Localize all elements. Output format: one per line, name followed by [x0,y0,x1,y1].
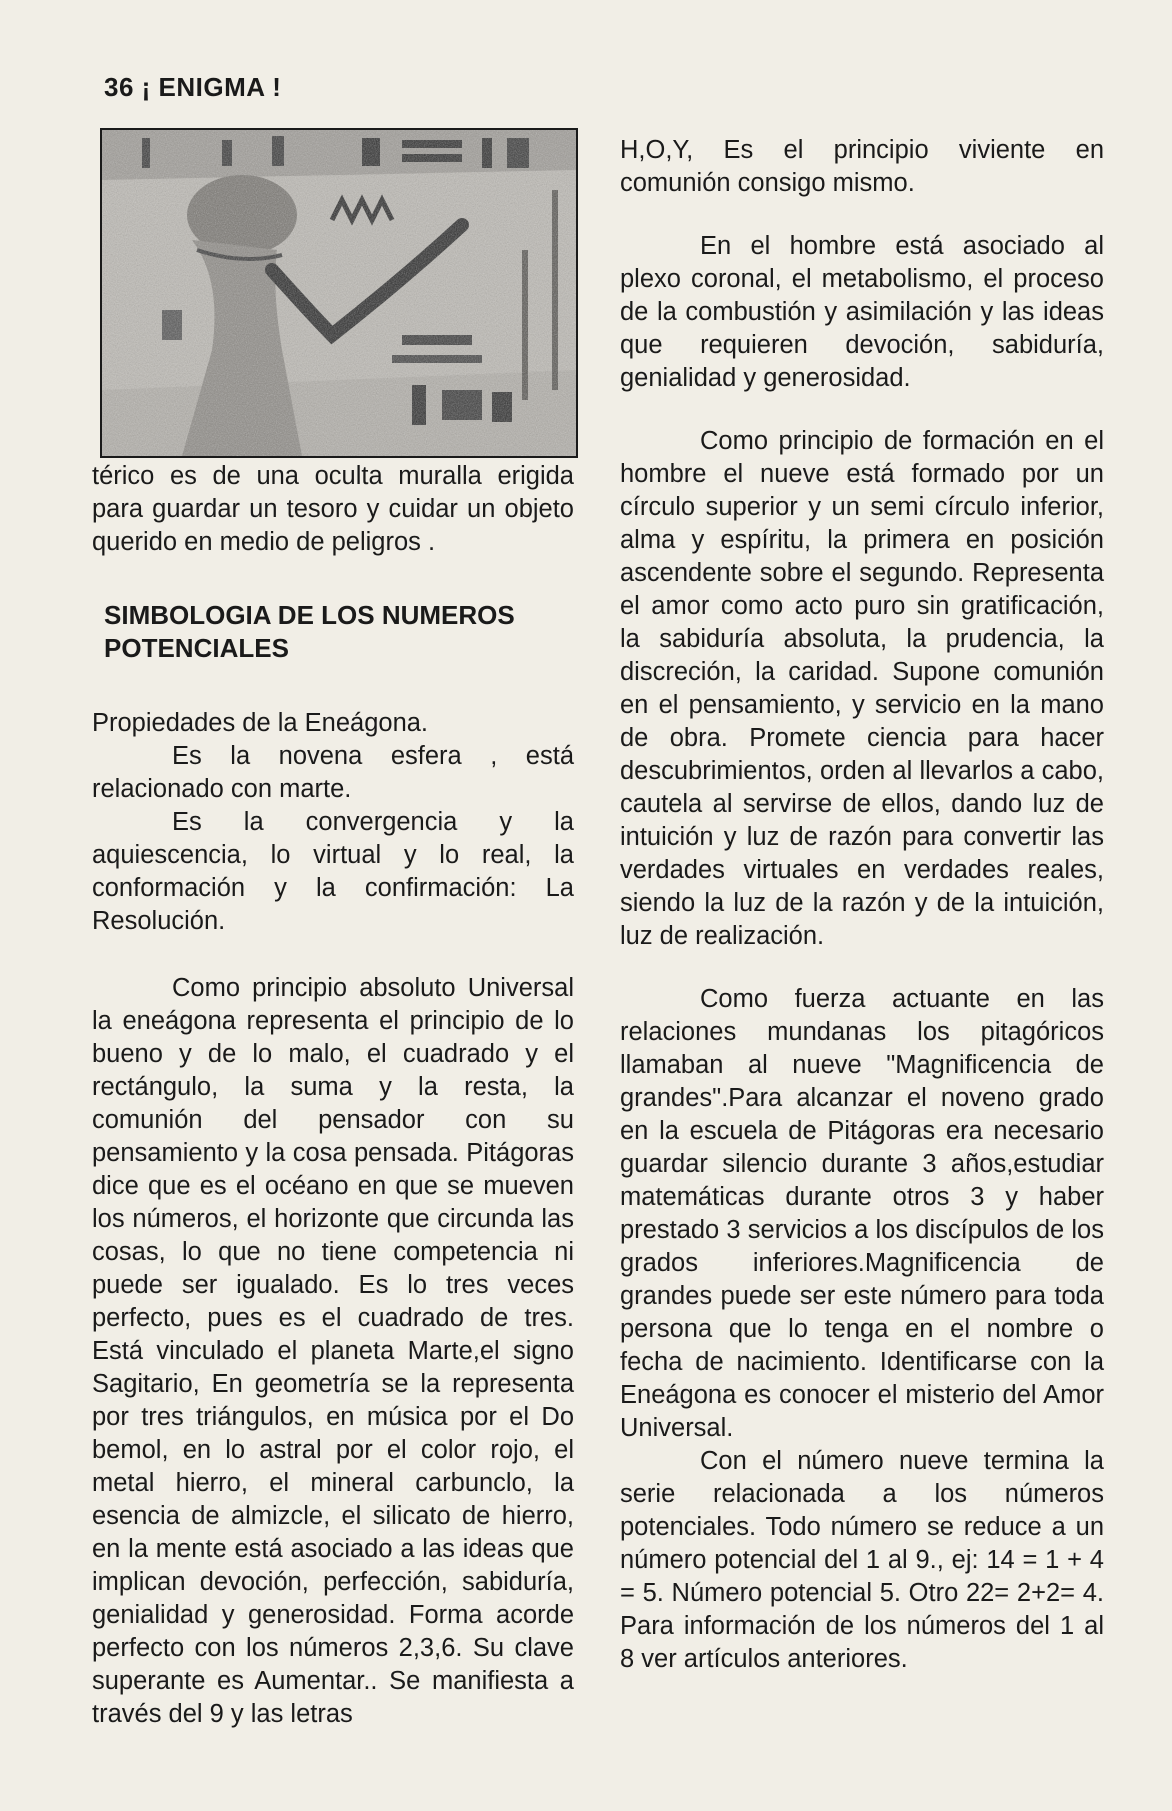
page-header: 36 ¡ ENIGMA ! [104,72,282,102]
paragraph: En el hombre está asociado al plexo coronal, el metabolismo, el proceso de la combustión y asimilación y las ideas que requieren devoción, sabiduría, genialidad y generosidad. [620,232,1104,392]
paragraph: Propiedades de la Eneágona. [92,709,429,737]
paragraph: Como fuerza actuante en las relaciones mundanas los pitagóricos llamaban al nueve "Magnificencia de grandes".Para alcanzar el noveno grado en la escuela de Pitágoras era necesario guardar silencio durante 3 años,estudiar matemáticas durante otros 3 y haber prestado 3 servicios a los discípulos de los grados inferiores.Magnificencia de grandes puede ser este número para toda persona que lo tenga en el nombre o fecha de nacimiento. Identificarse con la Eneágona es conocer el misterio del Amor Universal. [620,985,1104,1442]
paragraph: Con el número nueve termina la serie relacionada a los números potenciales. Todo número se reduce a un número potencial del 1 al 9., ej: 14 = 1 + 4 = 5. Número potencial 5. Otro 22= 2+2= 4. Para información de los números del 1 al 8 ver artículos anteriores. [620,1447,1104,1673]
paragraph: Es la novena esfera , está relacionado con marte. [92,742,574,803]
paragraph: Como principio absoluto Universal la eneágona representa el principio de lo bueno y de lo malo, el cuadrado y el rectángulo, la suma y la resta, la comunión del pensador con su pensamiento y la cosa pensada. Pitágoras dice que es el océano en que se mueven los números, el horizonte que circunda las cosas, lo que no tiene competencia ni puede ser igualado. Es lo tres veces perfecto, pues es el cuadrado de tres. Está vinculado el planeta Marte,el signo Sagitario, En geometría se la representa por tres triángulos, en música por el Do bemol, en lo astral por el color rojo, el metal hierro, el mineral carbunclo, la esencia de almizcle, el silicato de hierro, en la mente está asociado a las ideas que implican devoción, perfección, sabiduría, genialidad y generosidad. Forma acorde perfecto con los números 2,3,6. Su clave superante es Aumentar.. Se manifiesta a través del 9 y las letras [92,974,574,1728]
left-column [92,460,574,1731]
paragraph: Como principio de formación en el hombre el nueve está formado por un círculo superior y un semi círculo inferior, alma y espíritu, la primera en posición ascendente sobre el segundo. Representa el amor como acto puro sin gratificación, la sabiduría absoluta, la prudencia, la discreción, la caridad. Supone comunión en el pensamiento, y servicio en la mano de obra. Promete ciencia para hacer descubrimientos, orden al llevarlos a cabo, cautela al servirse de ellos, dando luz de intuición y luz de razón para convertir las verdades virtuales en verdades reales, siendo la luz de la razón y de la intuición, luz de realización. [620,427,1104,950]
right-column [620,134,1104,1676]
paragraph: Es la convergencia y la aquiescencia, lo virtual y lo real, la conformación y la confirmación: La Resolución. [92,808,574,935]
egyptian-relief-image [100,128,578,458]
relief-illustration [102,130,576,456]
section-heading-line: POTENCIALES [104,633,289,663]
section-heading [104,599,574,665]
section-heading-line: SIMBOLOGIA DE LOS NUMEROS [104,600,515,630]
paragraph: H,O,Y, Es el principio viviente en comunión consigo mismo. [620,136,1104,197]
paragraph: térico es de una oculta muralla erigida para guardar un tesoro y cuidar un objeto querido en medio de peligros . [92,462,574,556]
